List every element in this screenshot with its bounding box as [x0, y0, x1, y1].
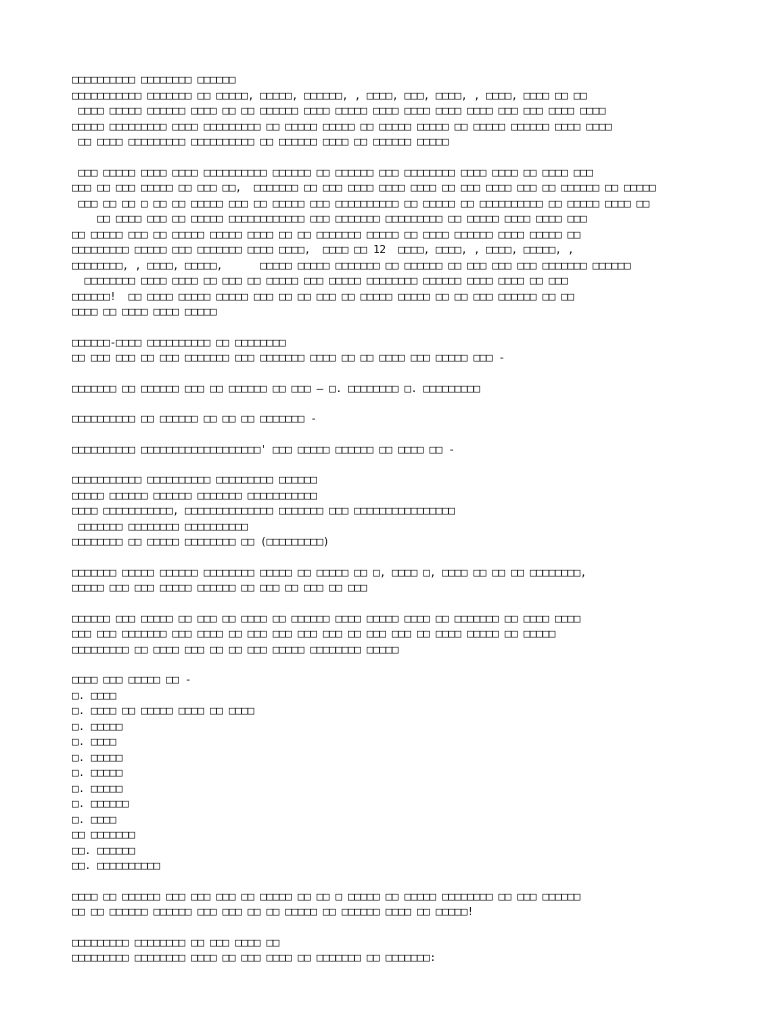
text-line: □□□□□□-□□□□ □□□□□□□□□□ □□ □□□□□□□□	[72, 335, 286, 349]
text-line: □□□□ □□ □□□□□□ □□□ □□□ □□□ □□ □□□□□ □□ □□ □ □□□□□ □□ □□□□□ □□□□□□□□ □□ □□□ □□□□□□	[72, 889, 581, 903]
text-line: □□□□ □□ □□□□ □□□□ □□□□□	[72, 305, 217, 318]
text-line: □□□□□□□□□ □□□□□□□□ □□□□ □□ □□□ □□□□ □□ □□□□□□□ □□ □□□□□□□:	[72, 951, 436, 964]
text-line: □□□□ □□□□□ □□□□□□ □□□□ □□ □□ □□□□□□ □□□□ □□□□□ □□□□ □□□□ □□□□ □□□□ □□□ □□□ □□□□ □□□□	[72, 104, 606, 117]
text-line: □□□□□□□□□□ □□ □□□□□□ □□ □□ □□ □□□□□□□ -	[72, 412, 317, 425]
paragraph	[72, 442, 768, 458]
text-line: □□□ □□ □□□ □□□□□ □□ □□□ □□, □□□□□□□ □□ □□□ □□□□ □□□□ □□□□ □□ □□□ □□□□ □□□ □□ □□□□□□ □□ □□□□□	[72, 181, 656, 194]
text-line: □□□□□□□□□□ □□□□□□□□□□□□□□□□□□□' □□□ □□□□□ □□□□□□ □□ □□□□ □□ -	[72, 442, 455, 456]
list-item: □□ □□□□□□□	[72, 828, 135, 841]
paragraph	[72, 565, 768, 596]
list-item: □. □□□□□	[72, 719, 123, 733]
paragraph	[72, 381, 768, 397]
list-item: □. □□□□□□	[72, 797, 129, 810]
list-item: □. □□□□□	[72, 750, 123, 764]
list-item: □. □□□□□	[72, 766, 123, 779]
list-item: □. □□□□ □□ □□□□□ □□□□ □□ □□□□	[72, 704, 254, 717]
text-line: □□□□□□□ □□ □□□□□□ □□□ □□ □□□□□□ □□ □□□ – □. □□□□□□□□ □. □□□□□□□□□	[72, 381, 480, 395]
text-line: □□□□□□□ □□□□□□□□ □□□□□□□□□□	[72, 519, 248, 533]
numbered-list	[72, 672, 768, 874]
text-line: □□□□□□□□□ □□ □□□□ □□□ □□ □□ □□□ □□□□□ □□□□□□□□ □□□□□	[72, 642, 399, 656]
text-line: □□□□□□□□□□□ □□□□□□□ □□ □□□□□, □□□□□, □□□□□□, , □□□□, □□□, □□□□, , □□□□, □□□□ □□ □□	[72, 88, 587, 102]
document-body	[72, 72, 768, 981]
text-line: □□□□□ □□□□□□ □□□□□□ □□□□□□□ □□□□□□□□□□□	[72, 488, 317, 502]
list-item: □□. □□□□□□	[72, 843, 135, 857]
text-line: □□□□□□□□ □□ □□□□□ □□□□□□□□ □□ (□□□□□□□□□)	[72, 535, 330, 548]
text-line: □□ □□□ □□□ □□ □□□ □□□□□□□ □□□ □□□□□□□ □□□□ □□ □□ □□□□ □□□ □□□□□ □□□ -	[72, 351, 505, 364]
paragraph	[72, 165, 768, 320]
text-line: □□ □□□□□ □□□ □□ □□□□□ □□□□□ □□□□ □□ □□ □□□□□□□ □□□□□ □□ □□□□ □□□□□□ □□□□ □□□□□ □□	[72, 227, 581, 241]
text-line: □□□□ □□□□□□□□□□□, □□□□□□□□□□□□□□ □□□□□□□ □□□ □□□□□□□□□□□□□□□□	[72, 504, 455, 517]
paragraph	[72, 472, 768, 550]
list-item: □. □□□□	[72, 688, 116, 702]
list-item: □. □□□□	[72, 735, 116, 748]
text-line: □□□□□ □□□□□□□□□ □□□□ □□□□□□□□□ □□ □□□□□ □□□□□ □□ □□□□□ □□□□□ □□ □□□□□ □□□□□□ □□□□ □□□□	[72, 119, 612, 133]
text-line: □□ □□ □□□□□□ □□□□□□ □□□ □□□ □□ □□ □□□□□ □□ □□□□□□ □□□□ □□ □□□□□!	[72, 905, 474, 918]
list-item: □. □□□□	[72, 812, 116, 826]
text-line: □□□ □□ □□ □ □□ □□ □□□□□ □□□ □□ □□□□□ □□□ □□□□□□□□□□ □□ □□□□□ □□ □□□□□□□□□□ □□ □□□□□ □□□□ □□	[72, 196, 650, 210]
text-line: □□□ □□□□□ □□□□ □□□□ □□□□□□□□□□ □□□□□□ □□ □□□□□□ □□□ □□□□□□□□ □□□□ □□□□ □□ □□□□ □□□	[72, 165, 593, 179]
text-line: □□□□□□□ □□□□□ □□□□□□ □□□□□□□□ □□□□□ □□ □□□□□ □□ □, □□□□ □, □□□□ □□ □□ □□ □□□□□□□□,	[72, 565, 587, 579]
text-line: □□□□□□ □□□ □□□□□ □□ □□□ □□ □□□□ □□ □□□□□□ □□□□ □□□□□ □□□□ □□ □□□□□□□ □□ □□□□ □□□□	[72, 611, 581, 625]
paragraph	[72, 935, 768, 966]
list-item: □□. □□□□□□□□□□	[72, 859, 160, 872]
text-line: □□□□□□! □□ □□□□ □□□□□ □□□□□ □□□ □□ □□ □□□ □□ □□□□□ □□□□□ □□ □□ □□□ □□□□□□ □□ □□	[72, 289, 574, 303]
list-item: □. □□□□□	[72, 781, 123, 795]
text-line: □□□□□□□□□ □□□□□ □□□ □□□□□□□ □□□□ □□□□, □□□□ □□ 12 □□□□, □□□□, , □□□□, □□□□□, ,	[72, 243, 574, 256]
text-line: □□ □□□□ □□□ □□ □□□□□ □□□□□□□□□□□□ □□□ □□□□□□□ □□□□□□□□□ □□ □□□□□ □□□□ □□□□ □□□	[72, 212, 587, 225]
paragraph	[72, 889, 768, 920]
text-line: □□□ □□□ □□□□□□□ □□□ □□□□ □□ □□□ □□□ □□□ □□□ □□ □□□ □□□ □□ □□□□ □□□□□ □□ □□□□□	[72, 627, 555, 640]
paragraph	[72, 335, 768, 366]
text-line: □□ □□□□ □□□□□□□□□ □□□□□□□□□□ □□ □□□□□□ □□□□ □□ □□□□□□ □□□□□	[72, 135, 449, 148]
text-line: □□□□□ □□□ □□□ □□□□□ □□□□□□ □□ □□□ □□ □□□ □□ □□□	[72, 581, 367, 594]
paragraph	[72, 611, 768, 658]
text-line: □□□□□□□□, , □□□□, □□□□□, □□□□□ □□□□□ □□□□□□□ □□ □□□□□□ □□ □□□ □□□ □□□ □□□□□□□ □□□□□□	[72, 258, 631, 272]
list-heading: □□□□ □□□ □□□□□ □□ -	[72, 673, 192, 686]
paragraph	[72, 72, 768, 150]
text-line: □□□□□□□□□ □□□□□□□□ □□ □□□ □□□□ □□	[72, 935, 279, 949]
paragraph	[72, 411, 768, 427]
text-line: □□□□□□□□□□□ □□□□□□□□□□ □□□□□□□□□ □□□□□□	[72, 473, 317, 486]
text-line: □□□□□□□□ □□□□ □□□□ □□ □□□ □□ □□□□□ □□□ □□□□□ □□□□□□□□ □□□□□□ □□□□ □□□□ □□ □□□	[72, 274, 568, 287]
text-line: □□□□□□□□□□ □□□□□□□□ □□□□□□	[72, 73, 236, 86]
